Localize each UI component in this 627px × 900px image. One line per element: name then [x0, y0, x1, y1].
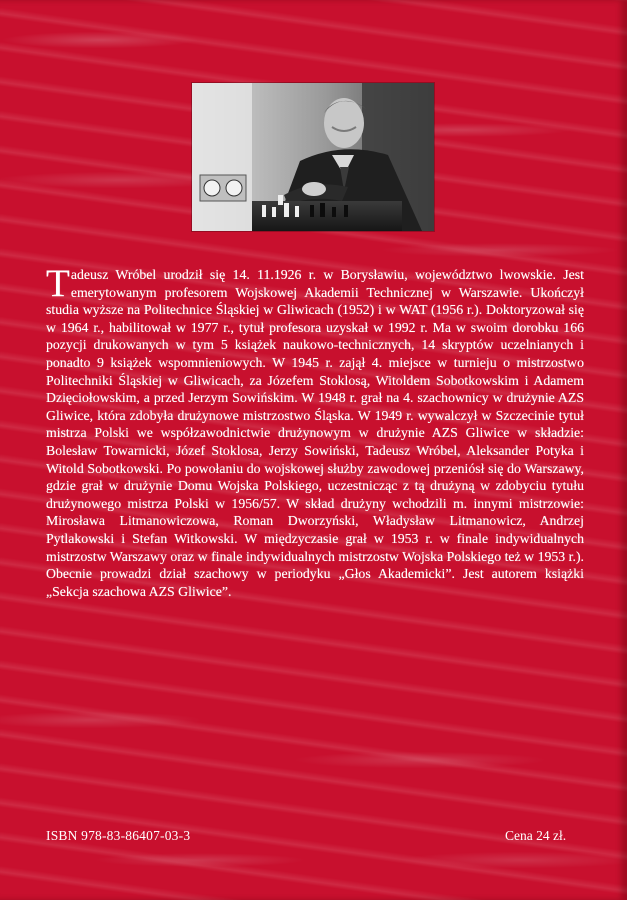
- author-at-chessboard-photo-image: [192, 83, 434, 231]
- author-photo: [192, 83, 434, 231]
- price-label: Cena 24 zł.: [505, 828, 567, 843]
- isbn-number: ISBN 978-83-86407-03-3: [46, 828, 191, 843]
- author-biography: [46, 262, 584, 600]
- biography-text: adeusz Wróbel urodził się 14. 11.1926 r. w Borysławiu, województwo lwowskie. Jest emerytowanym profesorem Wojskowej Akademii Technicznej w Warszawie. Ukończył studia wyższe na Politechnice Śląskiej w Gliwicach (1952) i w WAT (1956 r.). Doktoryzował się w 1964 r., habilitował w 1977 r., tytuł profesora uzyskał w 1992 r. Ma w swoim dorobku 166 pozycji drukowanych w tym 5 książek naukowo-technicznych, 14 skryptów uczelnianych i ponadto 9 książek wspomnieniowych. W 1945 r. zajął 4. miejsce w turnieju o mistrzostwo Politechniki Śląskiej w Gliwicach, za Józefem Stoklosą, Witoldem Sobotkowskim i Adamem Dzięciołowskim, a przed Jerzym Sowińskim. W 1948 r. grał na 4. szachownicy w drużynie AZS Gliwice, która zdobyła drużynowe mistrzostwo Śląska. W 1949 r. wywalczył w Szczecinie tytuł mistrza Polski we współzawodnictwie drużynowym w drużynie AZS Gliwice w składzie: Bolesław Towarnicki, Józef Stoklosa, Jerzy Sowiński, Tadeusz Wróbel, Aleksander Potyka i Witold Sobotkowski. Po powołaniu do wojskowej służby zawodowej przeniósł się do Warszawy, gdzie grał w drużynie Domu Wojska Polskiego, uczestnicząc z tą drużyną w zdobyciu tytułu drużynowego mistrza Polski w 1956/57. W skład drużyny wchodzili m. innymi mistrzowie: Mirosława Litmanowiczowa, Roman Dworzyński, Władysław Litmanowicz, Andrzej Pytlakowski i Stefan Witkowski. W międzyczasie grał w 1953 r. w finale indywidualnych mistrzostw Warszawy oraz w finale indywidualnych mistrzostw Wojska Polskiego też w 1953 r.). Obecnie prowadzi dział szachowy w periodyku „Głos Akademicki”. Jest autorem książki „Sekcja szachowa AZS Gliwice”.: [46, 267, 584, 599]
- drop-cap-letter: T: [46, 262, 70, 305]
